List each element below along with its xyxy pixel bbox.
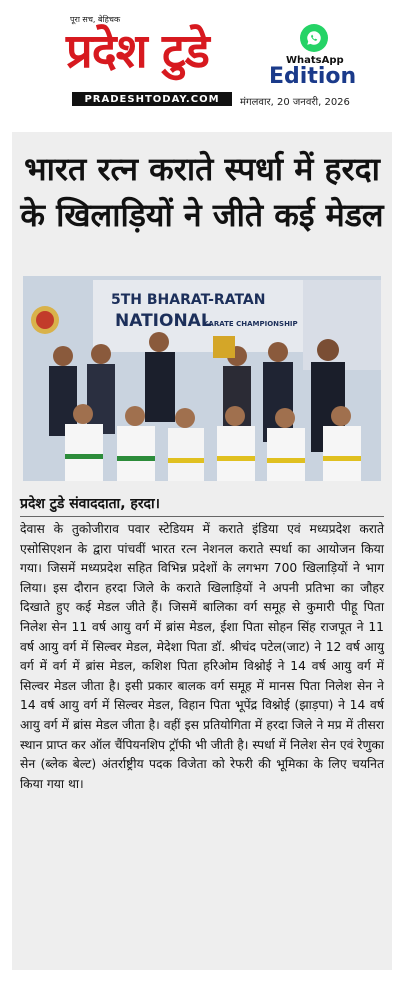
banner-line-3: KARATE CHAMPIONSHIP bbox=[203, 320, 298, 328]
byline-divider bbox=[20, 516, 384, 517]
trophy-icon bbox=[213, 336, 235, 358]
masthead bbox=[0, 0, 404, 122]
photo-scene bbox=[23, 276, 381, 481]
tagline: पूरा सच, बेहिचक bbox=[70, 15, 121, 24]
article-body: देवास के तुकोजीराव पवार स्टेडियम में कराते इंडिया एवं मध्यप्रदेश कराते एसोसिएशन के द्वारा पांचवीं भारत रत्न नेशनल कराते स्पर्धा का आयोजन किया गया। जिसमें मध्यप्रदेश सहित विभिन्न प्रदेशों के लगभग 700 खिलाड़ियों ने भाग लिया। इस दौरान हरदा जिले के कराते खिलाड़ियों ने अपनी प्रतिभा का जौहर दिखाते हुए कई मेडल जीते हैं। जिसमें बालिका वर्ग समूह से कुमारी पीहू पिता निलेश सेन 11 वर्ष आयु वर्ग में ब्रांस मेडल, ईशा पिता सोहन सिंह राजपूत ने 11 वर्ष आयु वर्ग में सिल्वर मेडल, मेदेशा पिता डॉ. श्रीचंद पटेल(जाट) ने 12 वर्ष आयु वर्ग में वर्ग में ब्रांस मेडल, कशिश पिता हरिओम विश्नोई ने 14 वर्ष आयु वर्ग में सिल्वर मेडल जीता है। इसी प्रकार बालक वर्ग समूह में मानस पिता निलेश सेन ने 14 वर्ष आयु वर्ग में सिल्वर मेडल, विहान पिता भूपेंद्र विश्नोई (झाड़पा) ने 14 वर्ष आयु वर्ग में ब्रांस मेडल जीता है। वहीं इस प्रतियोगिता में हरदा जिले ने मप्र में तीसरा स्थान प्राप्त कर ऑल चैंपियनशिप ट्रॉफी भी जीती है। स्पर्धा में निलेश सेन एवं रेणुका सेन (ब्लेक बेल्ट) अंतर्राष्ट्रीय पदक विजेता को रेफरी की भूमिका के लिए चयनित किया गया था। bbox=[20, 522, 384, 791]
whatsapp-label: WhatsApp bbox=[286, 55, 344, 66]
headline-line-1: भारत रत्न कराते स्पर्धा में हरदा bbox=[24, 150, 380, 188]
website-link[interactable]: PRADESHTODAY.COM bbox=[72, 92, 232, 106]
publication-date: मंगलवार, 20 जनवरी, 2026 bbox=[240, 97, 350, 108]
whatsapp-icon bbox=[300, 24, 328, 52]
edition-label: Edition bbox=[269, 64, 357, 89]
news-article bbox=[12, 132, 392, 970]
headline-line-2: के खिलाड़ियों ने जीते कई मेडल bbox=[20, 196, 384, 234]
banner-line-2: NATIONAL bbox=[115, 311, 212, 331]
news-photo bbox=[23, 276, 381, 481]
banner-line-1: 5TH BHARAT-RATAN bbox=[111, 292, 266, 308]
article-headline bbox=[12, 146, 392, 238]
newspaper-logo: प्रदेश टुडे bbox=[66, 24, 209, 79]
article-byline: प्रदेश टुडे संवाददाता, हरदा। bbox=[20, 496, 160, 512]
